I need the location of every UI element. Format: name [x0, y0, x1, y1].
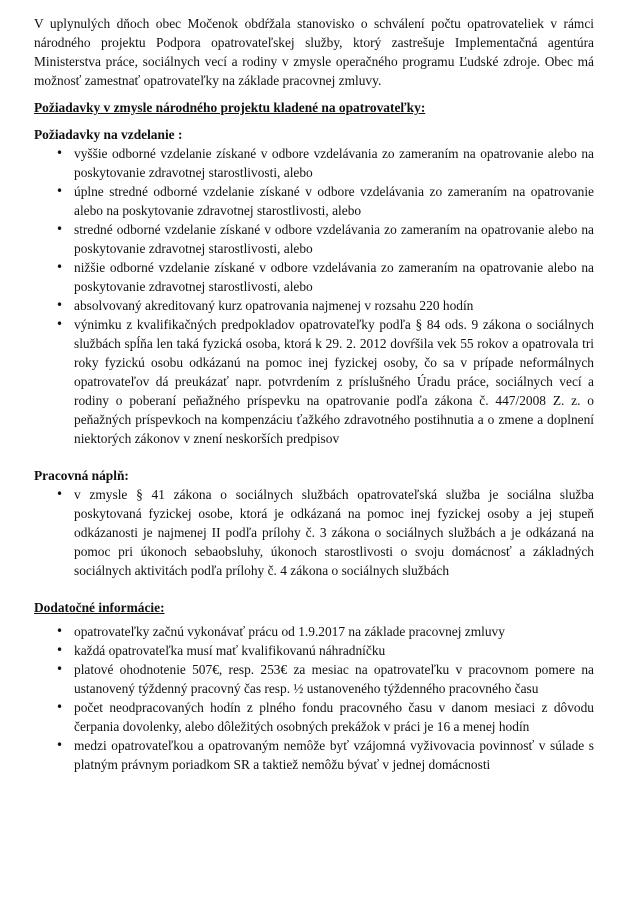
work-list — [34, 485, 594, 580]
education-heading: Požiadavky na vzdelanie : — [34, 127, 183, 142]
list-item: • úplne stredné odborné vzdelanie získané v odbore vzdelávania zo zameraním na opatrovanie alebo na poskytovanie zdravotnej starostlivosti, alebo — [34, 182, 594, 220]
additional-heading: Dodatočné informácie: — [34, 600, 165, 615]
work-heading: Pracovná náplň: — [34, 468, 129, 483]
list-item: • nižšie odborné vzdelanie získané v odbore vzdelávania zo zameraním na opatrovanie alebo na poskytovanie zdravotnej starostlivosti, alebo — [34, 258, 594, 296]
document-page — [34, 14, 594, 774]
list-item: • počet neodpracovaných hodín z plného fondu pracovného času v danom mesiaci z dôvodu čerpania dovolenky, alebo dôležitých osobných prekážok v práci je 16 a menej hodín — [34, 698, 594, 736]
list-item: • opatrovateľky začnú vykonávať prácu od 1.9.2017 na základe pracovnej zmluvy — [34, 622, 594, 641]
list-item: • absolvovaný akreditovaný kurz opatrovania najmenej v rozsahu 220 hodín — [34, 296, 594, 315]
list-item: • vyššie odborné vzdelanie získané v odbore vzdelávania zo zameraním na opatrovanie alebo na poskytovanie zdravotnej starostlivosti, alebo — [34, 144, 594, 182]
list-item: • v zmysle § 41 zákona o sociálnych službách opatrovateľská služba je sociálna služba poskytovaná fyzickej osobe, ktorá je odkázaná na pomoc inej fyzickej osoby a jej stupeň odkázanosti je najmenej II podľa prílohy č. 3 zákona o sociálnych službách a je odkázaná na pomoc pri úkonoch sebaobsluhy, úkonoch starostlivosti o svoju domácnosť a základných sociálnych aktivitách podľa prílohy č. 4 zákona o sociálnych službách — [34, 485, 594, 580]
requirements-heading: Požiadavky v zmysle národného projektu kladené na opatrovateľky: — [34, 100, 426, 115]
list-item: • každá opatrovateľka musí mať kvalifikovanú náhradníčku — [34, 641, 594, 660]
list-item: • medzi opatrovateľkou a opatrovaným nemôže byť vzájomná vyživovacia povinnosť v súlade s platným právnym poriadkom SR a taktiež nemôžu bývať v jednej domácnosti — [34, 736, 594, 774]
list-item: • stredné odborné vzdelanie získané v odbore vzdelávania zo zameraním na opatrovanie alebo na poskytovanie zdravotnej starostlivosti, alebo — [34, 220, 594, 258]
education-list — [34, 144, 594, 448]
additional-list — [34, 622, 594, 774]
list-item: • platové ohodnotenie 507€, resp. 253€ za mesiac na opatrovateľku v pracovnom pomere na ustanovený týždenný pracovný čas resp. ½ ustanoveného týždenného pracovného času — [34, 660, 594, 698]
intro-paragraph: V uplynulých dňoch obec Močenok obdŕžala stanovisko o schválení počtu opatrovateliek v rámci národného projektu Podpora opatrovateľskej služby, ktorý zastrešuje Implementačná agentúra Ministerstva práce, sociálnych vecí a rodiny v zmysle operačného programu Ľudské zdroje. Obec má možnosť zamestnať opatrovateľky na základe pracovnej zmluvy. — [34, 16, 594, 88]
list-item: • výnimku z kvalifikačných predpokladov opatrovateľky podľa § 84 ods. 9 zákona o sociálnych službách spĺňa len taká fyzická osoba, ktorá k 29. 2. 2012 dovŕšila vek 55 rokov a opatrovala tri roky fyzickú osobu odkázanú na pomoc inej fyzickej osoby, čo sa v prípade neformálnych opatrovateľov dá preukázať napr. potvrdením z príslušného Úradu práce, sociálnych vecí a rodiny o poberaní peňažného príspevku na opatrovanie podľa zákona č. 447/2008 Z. z. o peňažných príspevkoch na kompenzáciu ťažkého zdravotného postihnutia a o zmene a doplnení niektorých zákonov v znení neskorších predpisov — [34, 315, 594, 448]
